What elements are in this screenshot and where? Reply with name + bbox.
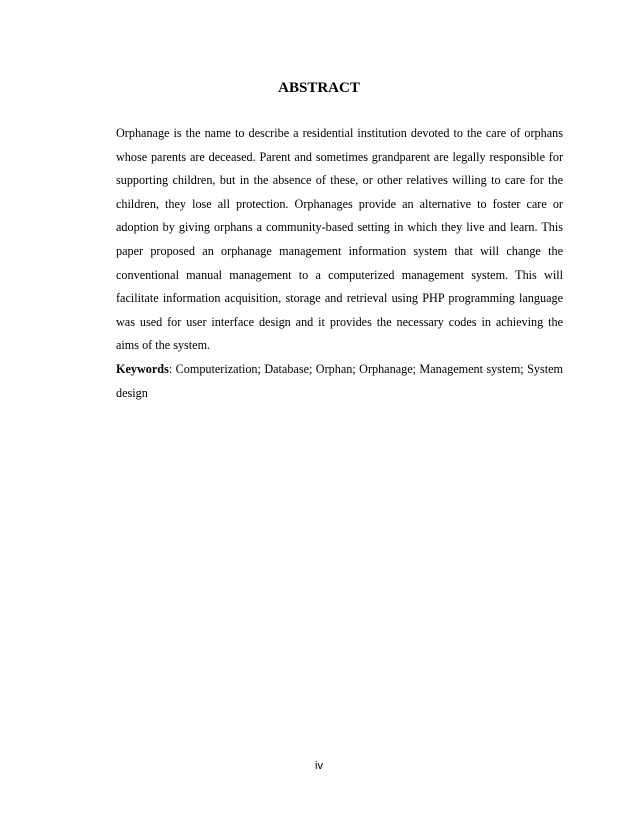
keywords-line xyxy=(116,358,563,405)
page-number: iv xyxy=(315,760,323,772)
keywords-label: Keywords xyxy=(116,361,169,376)
keywords-list: : Computerization; Database; Orphan; Orphanage; Management system; System design xyxy=(116,361,563,400)
abstract-body xyxy=(116,122,563,405)
abstract-title: ABSTRACT xyxy=(278,80,360,96)
abstract-paragraph: Orphanage is the name to describe a residential institution devoted to the care of orphans whose parents are deceased. Parent and sometimes grandparent are legally responsible for supporting children, but in the absence of these, or other relatives willing to care for the children, they lose all protection. Orphanages provide an alternative to foster care or adoption by giving orphans a community-based setting in which they live and learn. This paper proposed an orphanage management information system that will change the conventional manual management to a computerized management system. This will facilitate information acquisition, storage and retrieval using PHP programming language was used for user interface design and it provides the necessary codes in achieving the aims of the system. xyxy=(116,126,563,353)
